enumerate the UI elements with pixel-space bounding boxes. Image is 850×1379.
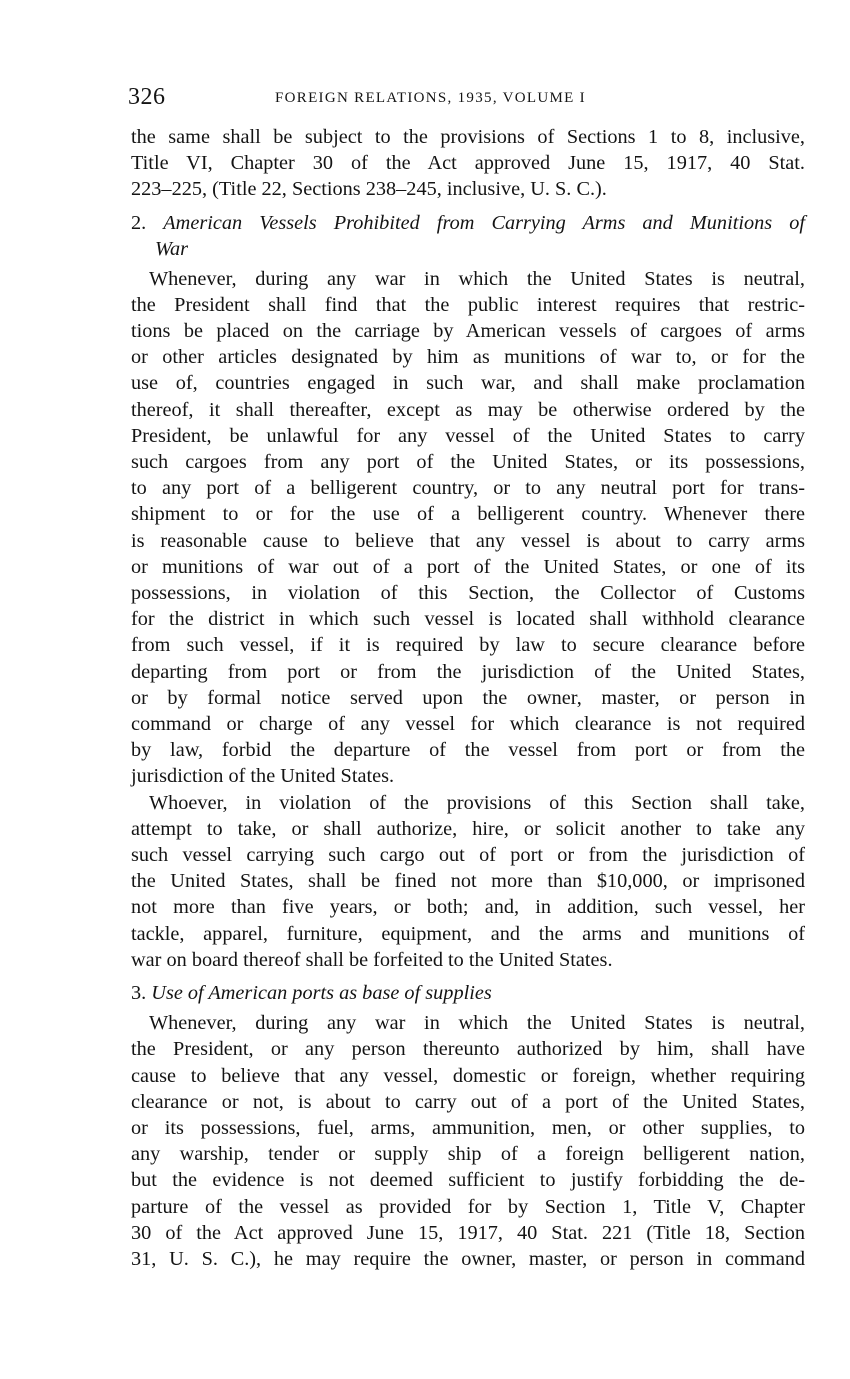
- section-title: American Vessels Prohibited from Carrying Arms and Munitions of: [163, 211, 805, 234]
- section-heading-3: [131, 980, 805, 1006]
- running-header: [128, 84, 805, 116]
- text-line: tackle, apparel, furniture, equipment, and the arms and munitions of: [131, 922, 805, 945]
- section-title-continuation: War: [155, 237, 189, 260]
- section-number: 3.: [131, 982, 147, 1005]
- section-number: 2.: [131, 211, 147, 234]
- text-line: jurisdiction of the United States.: [131, 765, 395, 788]
- text-line: 223–225, (Title 22, Sections 238–245, inclusive, U. S. C.).: [131, 178, 607, 201]
- section-heading-line: [131, 210, 805, 236]
- text-line: attempt to take, or shall authorize, hire, or solicit another to take any: [131, 817, 805, 840]
- text-line: or its possessions, fuel, arms, ammunition, men, or other supplies, to: [131, 1116, 805, 1139]
- text-line: thereof, it shall thereafter, except as may be otherwise ordered by the: [131, 398, 805, 421]
- text-line: any warship, tender or supply ship of a foreign belligerent nation,: [131, 1143, 805, 1166]
- text-line: such cargoes from any port of the United States, or its possessions,: [131, 451, 805, 474]
- running-title: FOREIGN RELATIONS, 1935, VOLUME I: [275, 90, 586, 106]
- text-line: war on board thereof shall be forfeited to the United States.: [131, 948, 613, 971]
- text-line: such vessel carrying such cargo out of port or from the jurisdiction of: [131, 844, 805, 867]
- text-line: Whenever, during any war in which the United States is neutral,: [149, 1012, 805, 1035]
- continuation-paragraph: [131, 124, 805, 203]
- page-number: 326: [128, 84, 166, 110]
- text-line: from such vessel, if it is required by law to secure clearance before: [131, 634, 805, 657]
- text-line: the same shall be subject to the provisions of Sections 1 to 8, inclusive,: [131, 126, 805, 148]
- text-line: the President shall find that the public interest requires that restric-: [131, 293, 805, 316]
- section-2-paragraph-2: [131, 790, 805, 973]
- text-line: not more than five years, or both; and, in addition, such vessel, her: [131, 896, 805, 919]
- text-line: Whoever, in violation of the provisions of this Section shall take,: [149, 791, 805, 814]
- text-line: use of, countries engaged in such war, and shall make proclamation: [131, 372, 805, 395]
- text-line: parture of the vessel as provided for by Section 1, Title V, Chapter: [131, 1195, 805, 1218]
- text-line: President, be unlawful for any vessel of the United States to carry: [131, 424, 805, 447]
- section-title: Use of American ports as base of supplies: [151, 982, 492, 1005]
- text-line: departing from port or from the jurisdiction of the United States,: [131, 660, 805, 683]
- text-line: for the district in which such vessel is located shall withhold clearance: [131, 608, 805, 631]
- text-line: the President, or any person thereunto authorized by him, shall have: [131, 1038, 805, 1061]
- text-line: Title VI, Chapter 30 of the Act approved June 15, 1917, 40 Stat.: [131, 152, 805, 175]
- text-line: or munitions of war out of a port of the United States, or one of its: [131, 555, 805, 578]
- text-line: cause to believe that any vessel, domestic or foreign, whether requiring: [131, 1064, 805, 1087]
- text-line: or by formal notice served upon the owner, master, or person in: [131, 686, 805, 709]
- text-line: or other articles designated by him as munitions of war to, or for the: [131, 346, 805, 369]
- text-line: by law, forbid the departure of the vessel from port or from the: [131, 739, 805, 762]
- text-line: to any port of a belligerent country, or to any neutral port for trans-: [131, 477, 805, 500]
- section-2-paragraph-1: [131, 266, 805, 790]
- text-line: shipment to or for the use of a belligerent country. Whenever there: [131, 503, 805, 526]
- text-line: the United States, shall be fined not more than $10,000, or imprisoned: [131, 870, 805, 893]
- text-line: clearance or not, is about to carry out of a port of the United States,: [131, 1090, 805, 1113]
- text-line: is reasonable cause to believe that any vessel is about to carry arms: [131, 529, 805, 552]
- section-3-paragraph-1: [131, 1010, 805, 1272]
- text-line: tions be placed on the carriage by American vessels of cargoes of arms: [131, 320, 805, 343]
- text-line: command or charge of any vessel for which clearance is not required: [131, 713, 805, 736]
- text-line: Whenever, during any war in which the United States is neutral,: [149, 267, 805, 290]
- document-page: [128, 84, 805, 1272]
- text-line: but the evidence is not deemed sufficient to justify forbidding the de-: [131, 1169, 805, 1192]
- text-line: possessions, in violation of this Section, the Collector of Customs: [131, 582, 805, 605]
- section-heading-2: [131, 210, 805, 262]
- text-line: 30 of the Act approved June 15, 1917, 40 Stat. 221 (Title 18, Section: [131, 1221, 805, 1244]
- text-line: 31, U. S. C.), he may require the owner, master, or person in command: [131, 1247, 805, 1270]
